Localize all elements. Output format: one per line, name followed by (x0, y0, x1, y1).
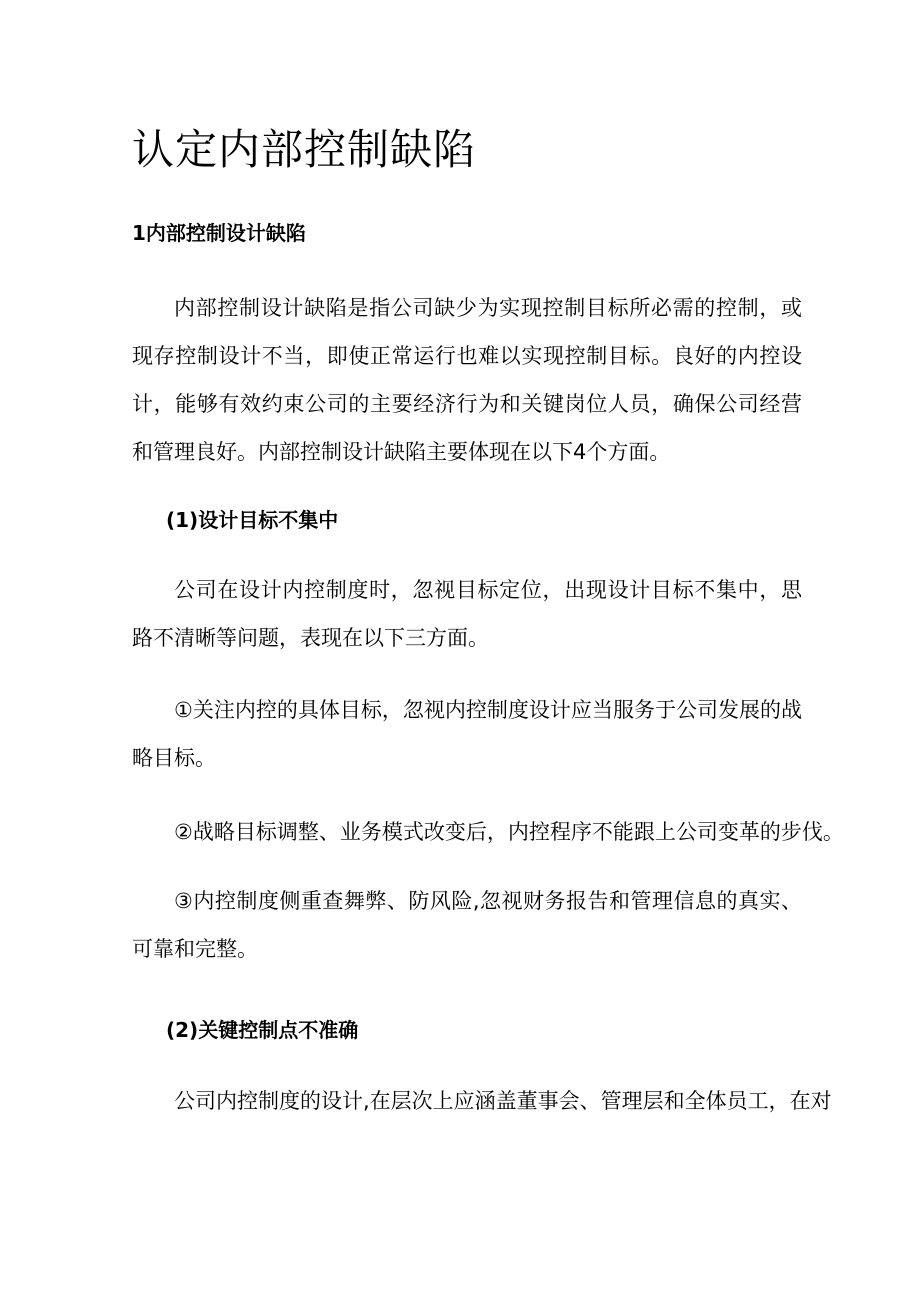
list-item-2: ②战略目标调整、业务模式改变后，内控程序不能跟上公司变革的步伐。 (174, 820, 844, 844)
subsection-heading-1: (1)设计目标不集中 (166, 508, 339, 532)
list-item-1: ①关注内控的具体目标，忽视内控制度设计应当服务于公司发展的战略目标。 (132, 698, 802, 770)
section-intro-paragraph: 内部控制设计缺陷是指公司缺少为实现控制目标所必需的控制，或现存控制设计不当，即使正常运行也难以实现控制目标。良好的内控设计，能够有效约束公司的主要经济行为和关键岗位人员，确保公司经营和管理良好。内部控制设计缺陷主要体现在以下4个方面。 (132, 296, 802, 464)
list-item-3: ③内控制度侧重查舞弊、防风险,忽视财务报告和管理信息的真实、可靠和完整。 (132, 889, 802, 961)
document-title: 认定内部控制缺陷 (132, 125, 477, 174)
subsection-1-intro-paragraph: 公司在设计内控制度时，忽视目标定位，出现设计目标不集中，思路不清晰等问题，表现在以下三方面。 (132, 578, 802, 650)
subsection-heading-2: (2)关键控制点不准确 (166, 1018, 359, 1042)
subsection-2-intro-paragraph: 公司内控制度的设计,在层次上应涵盖董事会、管理层和全体员工，在对 (174, 1089, 832, 1113)
section-heading-design-defects: 1内部控制设计缺陷 (132, 221, 306, 245)
